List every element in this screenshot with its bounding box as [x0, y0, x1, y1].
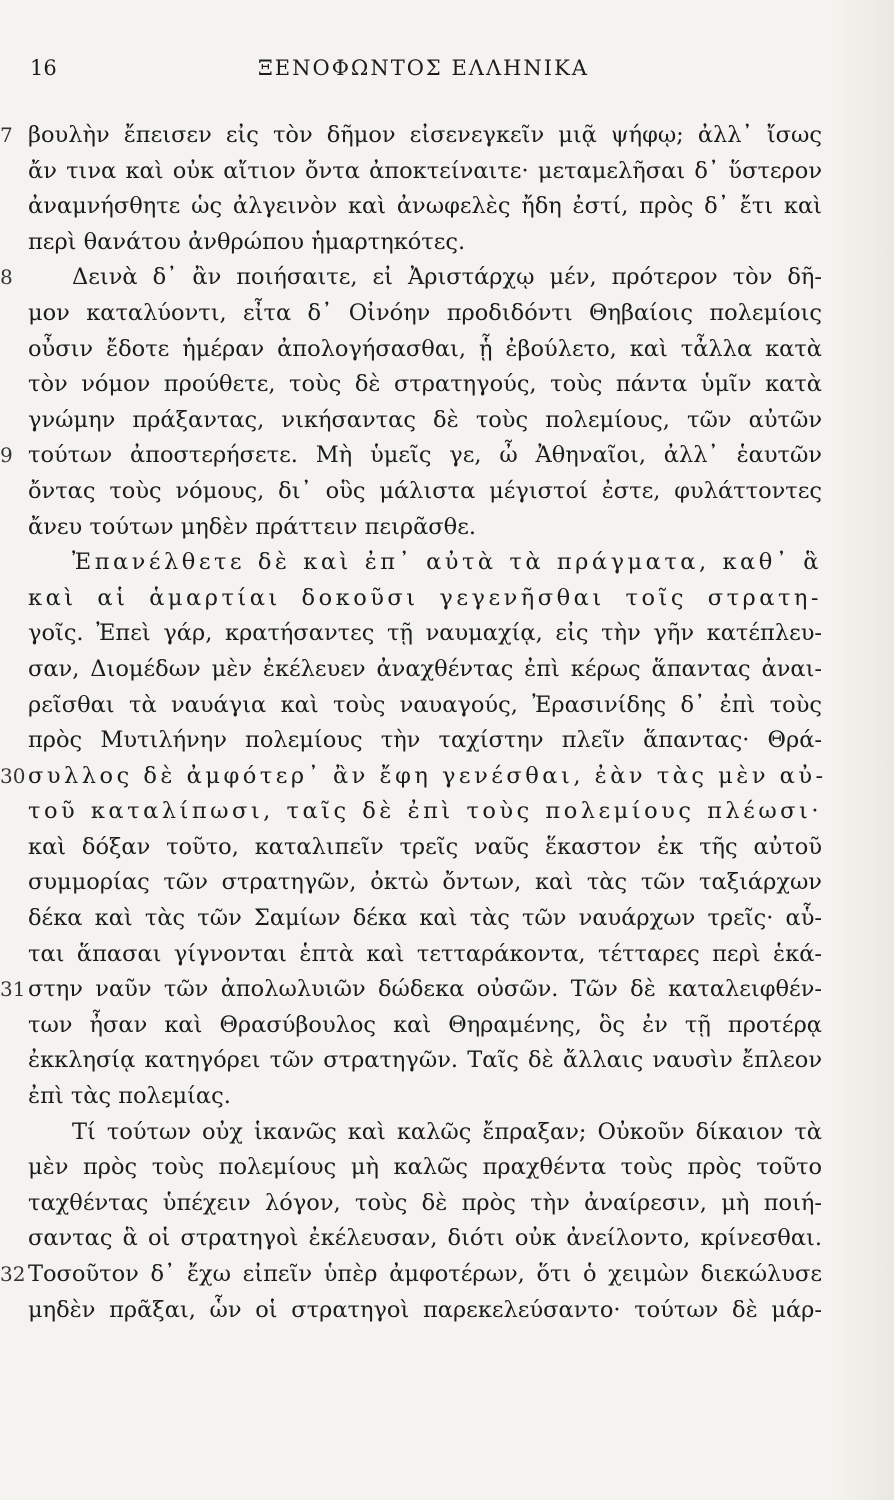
- line-text: ταχθέντας ὑπέχειν λόγον, τοὺς δὲ πρὸς τὴν ἀναίρεσιν, μὴ ποιή-: [28, 1189, 822, 1216]
- text-line: [0, 438, 822, 474]
- line-text: καὶ δόξαν τοῦτο, καταλιπεῖν τρεῖς ναῦς ἕκαστον ἐκ τῆς αὐτοῦ: [28, 833, 822, 860]
- text-line: [0, 545, 822, 581]
- text-line: [0, 830, 822, 866]
- page-number: 16: [30, 56, 57, 80]
- line-text: ἐπὶ τὰς πολεμίας.: [28, 1083, 231, 1110]
- line-text: ἄνευ τούτων μηδὲν πράττειν πειρᾶσθε.: [28, 513, 477, 540]
- text-line: [0, 652, 822, 688]
- line-text: οὖσιν ἔδοτε ἡμέραν ἀπολογήσασθαι, ᾗ ἐβούλετο, καὶ τἆλλα κατὰ: [28, 335, 822, 362]
- text-line: [0, 723, 822, 759]
- text-line: [0, 332, 822, 368]
- text-line: [0, 937, 822, 973]
- page-gutter-shadow: [834, 0, 894, 1500]
- text-line: [0, 1043, 822, 1079]
- line-text: συμμορίας τῶν στρατηγῶν, ὀκτὼ ὄντων, καὶ τὰς τῶν ταξιάρχων: [28, 869, 822, 896]
- text-line: [0, 474, 822, 510]
- line-text: ἀναμνήσθητε ὡς ἀλγεινὸν καὶ ἀνωφελὲς ἤδη ἐστί, πρὸς δ᾽ ἔτι καὶ: [28, 193, 822, 220]
- line-text: Τί τούτων οὐχ ἱκανῶς καὶ καλῶς ἔπραξαν; Οὐκοῦν δίκαιον τὰ: [72, 1118, 822, 1145]
- line-text: μον καταλύοντι, εἶτα δ᾽ Οἰνόην προδιδόντι Θηβαίοις πολεμίοις: [28, 299, 822, 326]
- greek-text-body: [0, 118, 894, 1328]
- text-line: [0, 1293, 822, 1329]
- page-header: [0, 56, 894, 90]
- line-text: γνώμην πράξαντας, νικήσαντας δὲ τοὺς πολεμίους, τῶν αὐτῶν: [28, 406, 822, 433]
- text-line: [0, 510, 822, 546]
- line-text: σαντας ἃ οἱ στρατηγοὶ ἐκέλευσαν, διότι οὐκ ἀνείλοντο, κρίνεσθαι.: [28, 1225, 822, 1252]
- line-text: Τοσοῦτον δ᾽ ἔχω εἰπεῖν ὑπὲρ ἀμφοτέρων, ὅτι ὁ χειμὼν διεκώλυσε: [28, 1261, 822, 1287]
- section-number: 31: [0, 977, 26, 1002]
- line-text: ρεῖσθαι τὰ ναυάγια καὶ τοὺς ναυαγούς, Ἐρασινίδης δ᾽ ἐπὶ τοὺς: [28, 691, 822, 718]
- line-text: συλλος δὲ ἀμφότερ᾽ ἂν ἔφη γενέσθαι, ἐὰν τὰς μὲν αὐ-: [28, 762, 827, 789]
- line-text: των ἦσαν καὶ Θρασύβουλος καὶ Θηραμένης, ὃς ἐν τῇ προτέρᾳ: [28, 1011, 822, 1038]
- text-line: [0, 225, 822, 261]
- text-line: [0, 403, 822, 439]
- text-line: [0, 296, 822, 332]
- line-text: ται ἅπασαι γίγνονται ἑπτὰ καὶ τετταράκοντα, τέτταρες περὶ ἑκά-: [28, 940, 822, 967]
- text-line: [0, 1115, 822, 1151]
- line-text: ἐκκλησίᾳ κατηγόρει τῶν στρατηγῶν. Ταῖς δὲ ἄλλαις ναυσὶν ἔπλεον: [28, 1047, 822, 1074]
- text-line: [0, 189, 822, 225]
- text-line: [0, 972, 822, 1008]
- section-number: 30: [0, 763, 26, 788]
- line-text: μὲν πρὸς τοὺς πολεμίους μὴ καλῶς πραχθέντα τοὺς πρὸς τοῦτο: [28, 1154, 822, 1181]
- text-line: [0, 865, 822, 901]
- section-number: 9: [0, 443, 13, 468]
- text-line: [0, 1150, 822, 1186]
- line-text: περὶ θανάτου ἀνθρώπου ἡμαρτηκότες.: [28, 228, 466, 255]
- text-line: [0, 794, 822, 830]
- text-line: [0, 367, 822, 403]
- line-text: πρὸς Μυτιλήνην πολεμίους τὴν ταχίστην πλεῖν ἅπαντας· Θρά-: [28, 727, 822, 754]
- line-text: Δεινὰ δ᾽ ἂν ποιήσαιτε, εἰ Ἀριστάρχῳ μέν, πρότερον τὸν δῆ-: [72, 264, 822, 291]
- line-text: Ἐπανέλθετε δὲ καὶ ἐπ᾽ αὐτὰ τὰ πράγματα, καθ᾽ ἃ: [72, 549, 822, 576]
- line-text: δέκα καὶ τὰς τῶν Σαμίων δέκα καὶ τὰς τῶν ναυάρχων τρεῖς· αὗ-: [28, 905, 822, 932]
- line-text: τοῦ καταλίπωσι, ταῖς δὲ ἐπὶ τοὺς πολεμίους πλέωσι·: [28, 798, 822, 825]
- text-line: [0, 118, 822, 154]
- line-text: τούτων ἀποστερήσετε. Μὴ ὑμεῖς γε, ὦ Ἀθηναῖοι, ἀλλ᾽ ἑαυτῶν: [28, 442, 822, 469]
- text-line: [0, 616, 822, 652]
- line-text: στην ναῦν τῶν ἀπολωλυιῶν δώδεκα οὐσῶν. Τῶν δὲ καταλειφθέν-: [28, 976, 822, 1003]
- text-line: [0, 1221, 822, 1257]
- text-line: [0, 688, 822, 724]
- text-line: [0, 154, 822, 190]
- line-text: σαν, Διομέδων μὲν ἐκέλευεν ἀναχθέντας ἐπὶ κέρως ἅπαντας ἀναι-: [28, 655, 822, 682]
- text-line: [0, 759, 827, 795]
- running-title: ΞΕΝΟΦΩΝΤΟΣ ΕΛΛΗΝΙΚΑ: [258, 56, 589, 80]
- text-line: [0, 1186, 822, 1222]
- section-number: 7: [0, 123, 13, 147]
- section-number: 32: [0, 1262, 26, 1286]
- text-line: [0, 901, 822, 937]
- line-text: βουλὴν ἔπεισεν εἰς τὸν δῆμον εἰσενεγκεῖν μιᾷ ψήφῳ; ἀλλ᾽ ἴσως: [28, 122, 822, 148]
- text-line: [0, 1257, 822, 1293]
- text-line: [0, 581, 822, 617]
- text-line: [0, 1079, 822, 1115]
- text-line: [0, 1008, 822, 1044]
- section-number: 8: [0, 265, 13, 290]
- line-text: τὸν νόμον προύθετε, τοὺς δὲ στρατηγούς, τοὺς πάντα ὑμῖν κατὰ: [28, 371, 822, 398]
- line-text: ὄντας τοὺς νόμους, δι᾽ οὓς μάλιστα μέγιστοί ἐστε, φυλάττοντες: [28, 477, 822, 504]
- line-text: μηδὲν πρᾶξαι, ὧν οἱ στρατηγοὶ παρεκελεύσαντο· τούτων δὲ μάρ-: [28, 1296, 822, 1323]
- text-line: [0, 260, 822, 296]
- line-text: ἄν τινα καὶ οὐκ αἴτιον ὄντα ἀποκτείναιτε· μεταμελῆσαι δ᾽ ὕστερον: [28, 157, 822, 184]
- line-text: καὶ αἱ ἁμαρτίαι δοκοῦσι γεγενῆσθαι τοῖς στρατη-: [28, 584, 822, 611]
- line-text: γοῖς. Ἐπεὶ γάρ, κρατήσαντες τῇ ναυμαχίᾳ, εἰς τὴν γῆν κατέπλευ-: [28, 620, 822, 647]
